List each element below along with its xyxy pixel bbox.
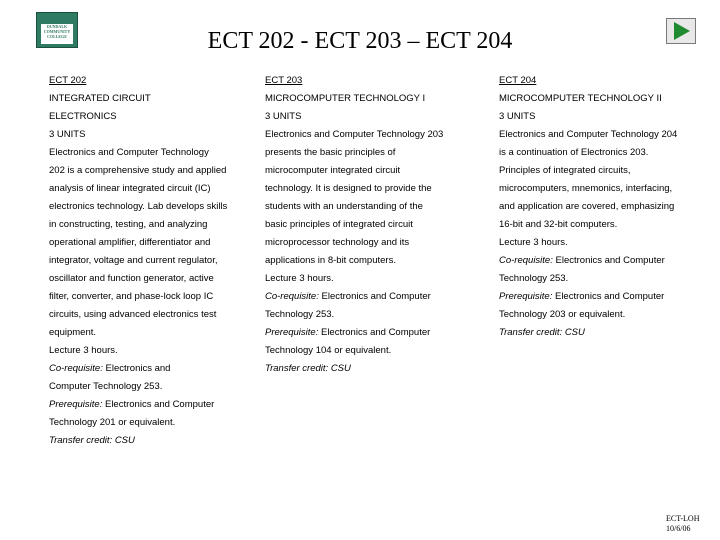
course-units: 3 UNITS — [265, 111, 302, 122]
prerequisite-label: Prerequisite: — [49, 399, 103, 410]
course-desc-line: applications in 8-bit computers. — [265, 255, 396, 266]
play-icon — [673, 22, 691, 40]
course-corequisite-cont: Technology 253. — [265, 309, 335, 320]
course-transfer: Transfer credit: CSU — [499, 327, 585, 338]
course-desc-line: basic principles of integrated circuit — [265, 219, 413, 230]
course-code: ECT 204 — [499, 75, 537, 86]
course-desc-line: equipment. — [49, 327, 97, 338]
course-desc-line: 16-bit and 32-bit computers. — [499, 219, 618, 230]
course-desc-line: microcomputer integrated circuit — [265, 165, 401, 176]
course-desc-line: students with an understanding of the — [265, 201, 423, 212]
course-corequisite-cont: Technology 253. — [499, 273, 569, 284]
course-prerequisite-cont: Technology 104 or equivalent. — [265, 345, 392, 356]
course-desc-line: Principles of integrated circuits, — [499, 165, 631, 176]
course-desc-line: filter, converter, and phase-lock loop IC — [49, 291, 214, 302]
course-lecture: Lecture 3 hours. — [49, 345, 118, 356]
course-desc-line: Lecture 3 hours. — [499, 237, 568, 248]
course-desc-line: Electronics and Computer Technology 204 — [499, 129, 678, 140]
course-transfer: Transfer credit: CSU — [49, 435, 135, 446]
page-title: ECT 202 - ECT 203 – ECT 204 — [207, 28, 513, 54]
corequisite-text: Electronics and Computer — [318, 291, 431, 302]
prerequisite-label: Prerequisite: — [499, 291, 553, 302]
course-desc-line: technology. It is designed to provide the — [265, 183, 432, 194]
course-desc-line: electronics technology. Lab develops skills — [49, 201, 228, 212]
course-prerequisite — [49, 396, 227, 414]
course-name-line1: INTEGRATED CIRCUIT — [49, 93, 151, 104]
footer-code: ECT-LOH — [666, 514, 700, 523]
course-desc-line: Electronics and Computer Technology 203 — [265, 129, 444, 140]
course-name-line2: ELECTRONICS — [49, 111, 117, 122]
course-name: MICROCOMPUTER TECHNOLOGY I — [265, 93, 426, 104]
course-desc-line: and application are covered, emphasizing — [499, 201, 675, 212]
course-desc-line: 202 is a comprehensive study and applied — [49, 165, 227, 176]
course-desc-line: microprocessor technology and its — [265, 237, 410, 248]
corequisite-label: Co-requisite: — [49, 363, 103, 374]
course-desc-line: microcomputers, mnemonics, interfacing, — [499, 183, 673, 194]
course-corequisite-cont: Computer Technology 253. — [49, 381, 163, 392]
slide-footer — [666, 514, 710, 534]
course-units: 3 UNITS — [499, 111, 536, 122]
corequisite-label: Co-requisite: — [499, 255, 553, 266]
course-units: 3 UNITS — [49, 129, 86, 140]
course-column-ect202 — [49, 72, 227, 450]
footer-date: 10/6/06 — [666, 524, 691, 533]
course-column-ect203 — [265, 72, 443, 378]
course-corequisite — [499, 252, 677, 270]
course-code: ECT 202 — [49, 75, 87, 86]
course-name: MICROCOMPUTER TECHNOLOGY II — [499, 93, 662, 104]
prerequisite-text: Electronics and Computer — [102, 399, 215, 410]
course-desc-line: is a continuation of Electronics 203. — [499, 147, 649, 158]
course-desc-line: presents the basic principles of — [265, 147, 396, 158]
course-transfer: Transfer credit: CSU — [265, 363, 351, 374]
course-prerequisite-cont: Technology 201 or equivalent. — [49, 417, 176, 428]
corequisite-label: Co-requisite: — [265, 291, 319, 302]
course-corequisite — [49, 360, 227, 378]
course-column-ect204 — [499, 72, 677, 342]
course-desc-line: in constructing, testing, and analyzing — [49, 219, 208, 230]
course-corequisite — [265, 288, 443, 306]
course-desc-line: circuits, using advanced electronics test — [49, 309, 217, 320]
next-slide-button[interactable] — [666, 18, 696, 44]
course-desc-line: Lecture 3 hours. — [265, 273, 334, 284]
course-desc-line: oscillator and function generator, active — [49, 273, 214, 284]
course-prerequisite — [499, 288, 677, 306]
course-prerequisite-cont: Technology 203 or equivalent. — [499, 309, 626, 320]
corequisite-text: Electronics and — [102, 363, 171, 374]
course-code: ECT 203 — [265, 75, 303, 86]
course-desc-line: analysis of linear integrated circuit (IC) — [49, 183, 211, 194]
prerequisite-text: Electronics and Computer — [318, 327, 431, 338]
course-prerequisite — [265, 324, 443, 342]
prerequisite-text: Electronics and Computer — [552, 291, 665, 302]
prerequisite-label: Prerequisite: — [265, 327, 319, 338]
college-logo-icon: DUNDALK COMMUNITY COLLEGE — [41, 24, 73, 44]
course-desc-line: integrator, voltage and current regulator, — [49, 255, 218, 266]
course-desc-line: Electronics and Computer Technology — [49, 147, 209, 158]
course-desc-line: operational amplifier, differentiator and — [49, 237, 211, 248]
corequisite-text: Electronics and Computer — [552, 255, 665, 266]
